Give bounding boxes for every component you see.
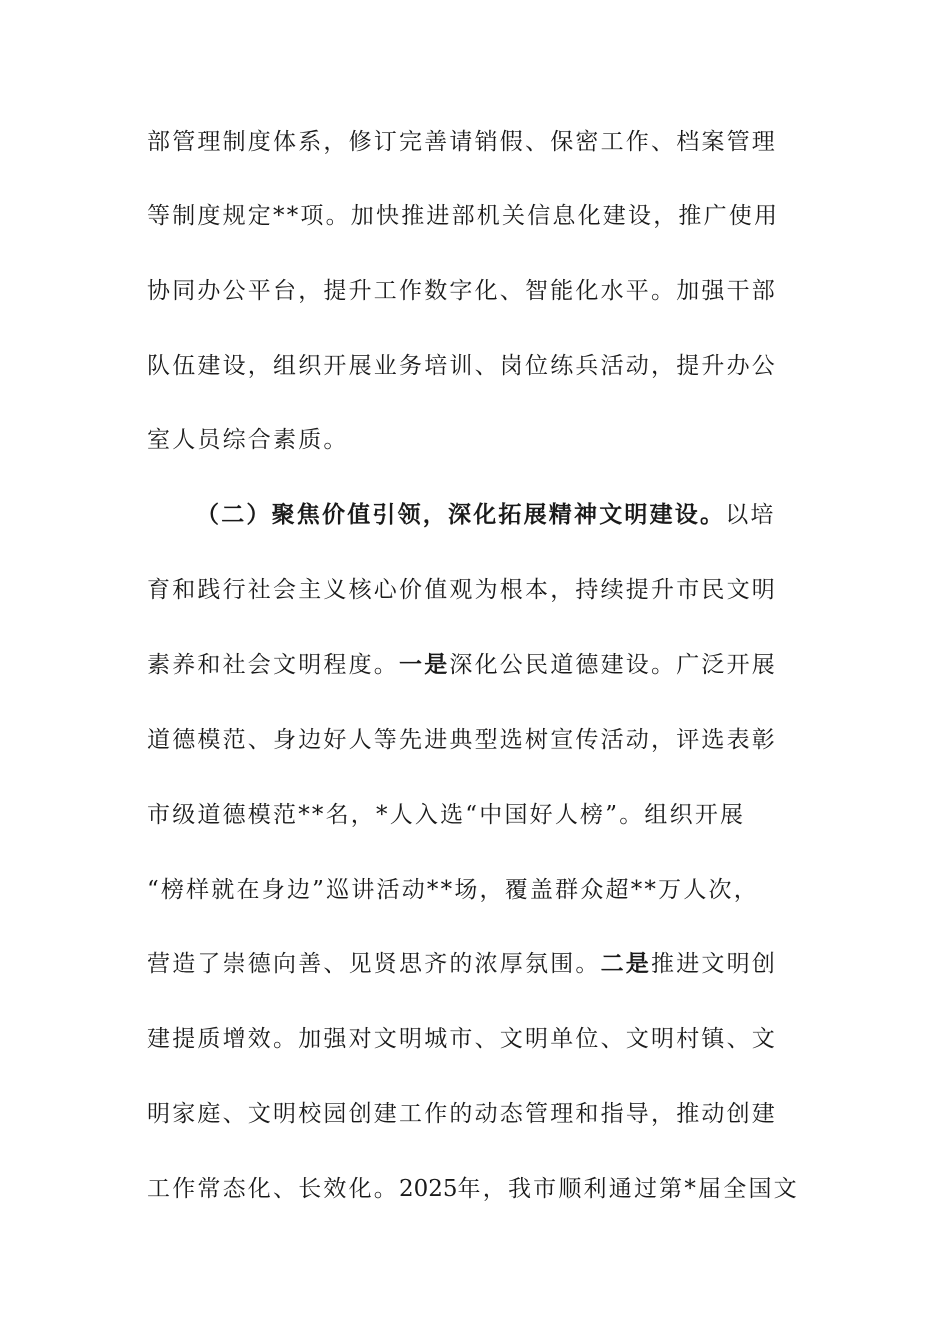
point-two-label: 二是 — [600, 950, 652, 977]
paragraph-line: 部管理制度体系，修订完善请销假、保密工作、档案管理 — [147, 129, 777, 155]
point-one-label: 一是 — [399, 651, 450, 678]
text-span: 年，我市顺利通过第*届全国文 — [457, 1176, 799, 1202]
text-span: 素养和社会文明程度。 — [147, 652, 399, 678]
text-span: 深化公民道德建设。广泛开展 — [449, 652, 778, 678]
paragraph-line: 建提质增效。加强对文明城市、文明单位、文明村镇、文 — [147, 1026, 777, 1052]
paragraph-line: 明家庭、文明校园创建工作的动态管理和指导，推动创建 — [147, 1101, 777, 1127]
paragraph-line: 道德模范、身边好人等先进典型选树宣传活动，评选表彰 — [147, 727, 777, 753]
text-span: 营造了崇德向善、见贤思齐的浓厚氛围。 — [147, 951, 601, 977]
text-span: 推进文明创 — [651, 951, 778, 977]
paragraph-line — [147, 650, 807, 680]
paragraph-line — [147, 1174, 807, 1204]
year-number: 2025 — [399, 1176, 458, 1202]
section-heading: （二）聚焦价值引领，深化拓展精神文明建设。 — [196, 501, 726, 528]
paragraph-line: 育和践行社会主义核心价值观为根本，持续提升市民文明 — [147, 577, 777, 603]
section-heading-line — [196, 500, 856, 530]
paragraph-line: 室人员综合素质。 — [147, 427, 349, 453]
paragraph-line: 市级道德模范**名，*人入选“中国好人榜”。组织开展 — [147, 802, 746, 828]
section-heading-tail: 以培 — [725, 502, 776, 528]
paragraph-line — [147, 949, 807, 979]
paragraph-line: 队伍建设，组织开展业务培训、岗位练兵活动，提升办公 — [147, 353, 777, 379]
paragraph-line: “榜样就在身边”巡讲活动**场，覆盖群众超**万人次， — [147, 877, 759, 903]
paragraph-line: 等制度规定**项。加快推进部机关信息化建设，推广使用 — [147, 203, 780, 229]
paragraph-line: 协同办公平台，提升工作数字化、智能化水平。加强干部 — [147, 278, 777, 304]
text-span: 工作常态化、长效化。 — [147, 1176, 399, 1202]
